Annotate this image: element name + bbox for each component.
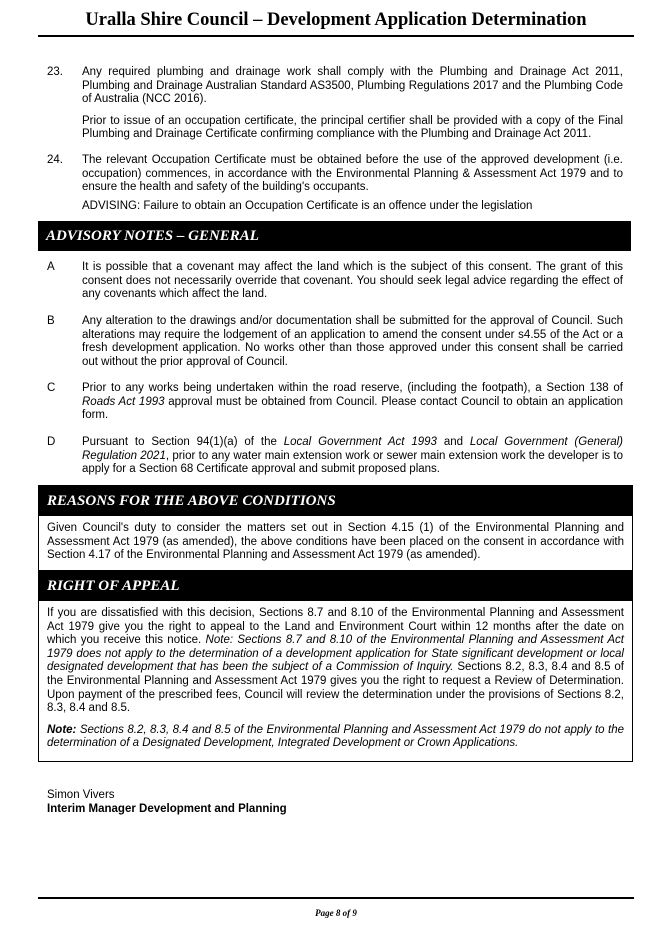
right-of-appeal-heading: RIGHT OF APPEAL bbox=[39, 571, 632, 601]
note-letter: C bbox=[47, 382, 56, 394]
condition-23 bbox=[47, 66, 623, 142]
advisory-note-a bbox=[47, 261, 623, 302]
advisory-note-b bbox=[47, 315, 623, 369]
condition-number: 23. bbox=[47, 66, 63, 78]
reasons-heading: REASONS FOR THE ABOVE CONDITIONS bbox=[39, 486, 632, 516]
condition-number: 24. bbox=[47, 154, 63, 166]
condition-24 bbox=[47, 154, 623, 213]
appeal-paragraph: If you are dissatisfied with this decision, Sections 8.7 and 8.10 of the Environmental Planning and Assessment Act 1979 give you the right to appeal to the Land and Environment Court within 12 months after the date on which you receive this notice. Note: Sections 8.7 and 8.10 of the Environmental Planning and Assessment Act 1979 does not apply to the determination of a development application for State significant development or local designated development that has been the subject of a Commission of Inquiry. Sections 8.2, 8.3, 8.4 and 8.5 of the Environmental Planning and Assessment Act 1979 gives you the right to request a Review of Determination. Upon payment of the prescribed fees, Council will review the determination under the provisions of Sections 8.2, 8.3, 8.4 and 8.5. bbox=[47, 607, 624, 715]
reasons-text: Given Council's duty to consider the matters set out in Section 4.15 (1) of the Environmental Planning and Assessment Act 1979 (as amended), the above conditions have been placed on the consent in accordance with Section 4.17 of the Environmental Planning and Assessment Act 1979 (as amended). bbox=[47, 522, 624, 562]
right-of-appeal-body bbox=[39, 601, 632, 751]
note-text: It is possible that a covenant may affect the land which is the subject of this consent. The grant of this consent does not necessarily override that covenant. You should seek legal advice regarding the effect of any covenants which affect the land. bbox=[82, 261, 623, 301]
advisory-notes-heading: ADVISORY NOTES – GENERAL bbox=[38, 221, 631, 251]
note-letter: B bbox=[47, 315, 55, 327]
advisory-note-d bbox=[47, 436, 623, 477]
condition-subtext: Prior to issue of an occupation certificate, the principal certifier shall be provided with a copy of the Final Plumbing and Drainage Certificate confirming compliance with the Plumbing and Drainage Act 2011. bbox=[82, 114, 623, 141]
header-divider bbox=[38, 35, 634, 37]
note-text: Any alteration to the drawings and/or documentation shall be submitted for the approval of Council. Such alterations may require the lodgement of an application to amend the consent under s4.55 of the Act or a fresh development application. No works other than those approved under this consent shall be carried out without the prior approval of Council. bbox=[82, 315, 623, 368]
footer-divider bbox=[38, 897, 634, 899]
signature-block bbox=[47, 789, 287, 816]
reasons-section bbox=[38, 485, 633, 572]
note-letter: D bbox=[47, 436, 56, 448]
page-header-title: Uralla Shire Council – Development Application Determination bbox=[85, 10, 587, 30]
condition-text: Any required plumbing and drainage work shall comply with the Plumbing and Drainage Act 2011, Plumbing and Drainage Australian Standard AS3500, Plumbing Regulations 2017 and the Plumbing Code of Australia (NCC 2016). bbox=[82, 66, 623, 106]
note-text: Prior to any works being undertaken within the road reserve, (including the footpath), a Section 138 of Roads Act 1993 approval must be obtained from Council. Please contact Council to obtain an application form. bbox=[82, 382, 624, 422]
condition-text: The relevant Occupation Certificate must be obtained before the use of the approved development (i.e. occupation) commences, in accordance with the Environmental Planning & Assessment Act 1979 and to ensure the health and safety of the building's occupants. bbox=[82, 154, 623, 194]
right-of-appeal-section bbox=[38, 570, 633, 762]
advisory-note-c bbox=[47, 382, 623, 423]
signatory-name: Simon Vivers bbox=[47, 789, 115, 801]
appeal-note: Note: Sections 8.2, 8.3, 8.4 and 8.5 of the Environmental Planning and Assessment Act 1979 do not apply to the determination of a Designated Development, Integrated Development or Crown Applications. bbox=[47, 723, 624, 750]
advisory-notes-section bbox=[38, 221, 631, 251]
note-letter: A bbox=[47, 261, 55, 273]
page-number: Page 8 of 9 bbox=[315, 908, 357, 918]
condition-subtext: ADVISING: Failure to obtain an Occupation Certificate is an offence under the legislation bbox=[82, 199, 533, 212]
signatory-title: Interim Manager Development and Planning bbox=[47, 802, 287, 815]
note-text: Pursuant to Section 94(1)(a) of the Local Government Act 1993 and Local Government (General) Regulation 2021, prior to any water main extension work or sewer main extension work the developer is to apply for a Section 68 Certificate approval and submit proposed plans. bbox=[82, 436, 623, 476]
